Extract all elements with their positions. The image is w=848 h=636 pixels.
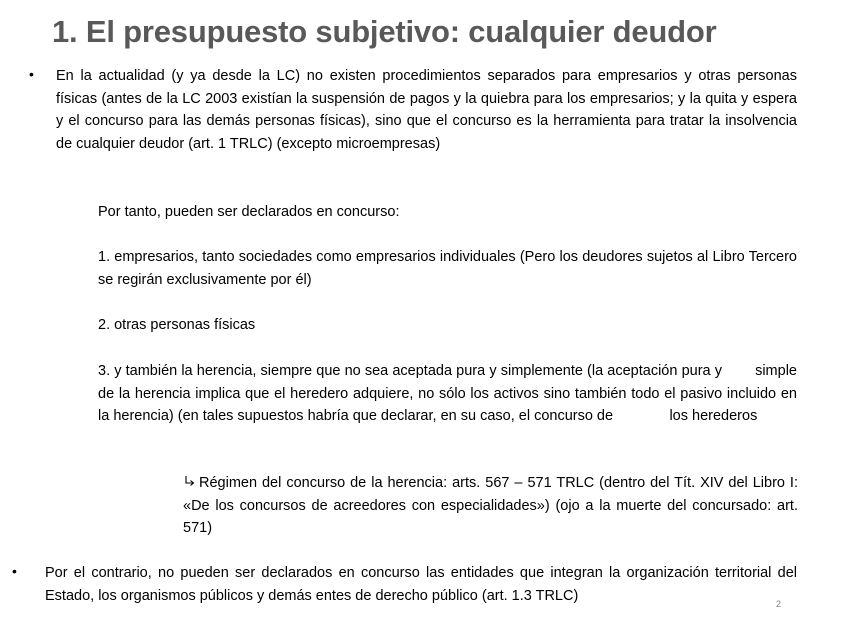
list-item-2 bbox=[98, 314, 797, 337]
page-number: 2 bbox=[776, 599, 782, 609]
bullet-text-1: En la actualidad (y ya desde la LC) no existen procedimientos separados para empresarios y otras personas físicas (antes de la LC 2003 existían la suspensión de pagos y la quiebra para los empresarios; y la quita y espera y el concurso para las demás personas físicas), sino que el concurso es la herramienta para tratar la insolvencia de cualquier deudor (art. 1 TRLC) (excepto microempresas) bbox=[56, 68, 797, 152]
bullet-paragraph-2 bbox=[45, 562, 797, 607]
arrow-icon bbox=[183, 472, 199, 495]
subitem-text: Régimen del concurso de la herencia: arts. 567 – 571 TRLC (dentro del Tít. XIV del Libro I: «De los concursos de acreedores con especialidades») (ojo a la muerte del concursado: art. 571) bbox=[183, 475, 798, 536]
intro-text bbox=[98, 201, 797, 224]
slide-title: 1. El presupuesto subjetivo: cualquier deudor bbox=[52, 14, 717, 49]
list-item-3-text: 3. y también la herencia, siempre que no sea aceptada pura y simplemente (la aceptación pura y simple de la herencia implica que el heredero adquiere, no sólo los activos sino también todo el pasivo incluido en la herencia) (en tales supuestos habría que declarar, en su caso, el concurso de los herederos bbox=[98, 363, 802, 424]
list-item-1 bbox=[98, 246, 797, 291]
list-item-2-text: 2. otras personas físicas bbox=[98, 317, 256, 333]
bullet-marker: • bbox=[29, 66, 34, 82]
subitem-herencia bbox=[183, 472, 798, 540]
list-item-3 bbox=[98, 360, 802, 428]
bullet-text-2: Por el contrario, no pueden ser declarados en concurso las entidades que integran la organización territorial del Estado, los organismos públicos y demás entes de derecho público (art. 1.3 TRLC) bbox=[45, 565, 797, 604]
list-item-1-text: 1. empresarios, tanto sociedades como empresarios individuales (Pero los deudores sujetos al Libro Tercero se regirán exclusivamente por él) bbox=[98, 249, 797, 288]
bullet-paragraph-1 bbox=[56, 65, 797, 155]
bullet-marker-2: • bbox=[12, 563, 17, 579]
intro-line: Por tanto, pueden ser declarados en concurso: bbox=[98, 204, 400, 220]
